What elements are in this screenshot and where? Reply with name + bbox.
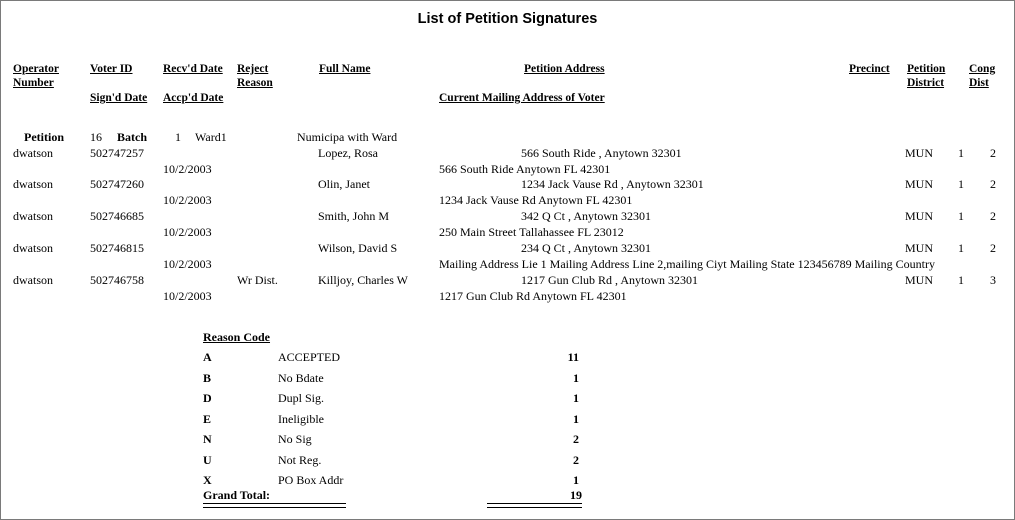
record-precinct: MUN <box>905 273 934 287</box>
record-petition-address: 1217 Gun Club Rd , Anytown 32301 <box>521 273 699 287</box>
record-operator: dwatson <box>13 273 53 287</box>
header-operator-line1: Operator <box>13 63 59 75</box>
reason-count: 2 <box>573 432 579 446</box>
grand-total-label: Grand Total: <box>203 488 271 502</box>
batch-label: Batch <box>117 130 147 144</box>
record-operator: dwatson <box>13 209 53 223</box>
header-current-mailing-address: Current Mailing Address of Voter <box>439 92 605 104</box>
record-petition-address: 1234 Jack Vause Rd , Anytown 32301 <box>521 177 704 191</box>
header-operator-number <box>13 62 59 90</box>
record-voter-id: 502746815 <box>90 241 144 255</box>
header-district-line1: Petition <box>907 63 946 75</box>
reason-label: Dupl Sig. <box>278 391 325 405</box>
record-date: 10/2/2003 <box>163 289 212 303</box>
record-district: 1 <box>958 241 964 255</box>
record-voter-id: 502746758 <box>90 273 144 287</box>
grand-total-underline-right <box>487 503 582 508</box>
grand-total-value: 19 <box>570 488 582 502</box>
header-district-line2: District <box>907 77 945 89</box>
record-cong-dist: 2 <box>990 146 996 160</box>
record-cong-dist: 2 <box>990 209 996 223</box>
record-district: 1 <box>958 177 964 191</box>
header-cong-dist <box>969 62 995 90</box>
batch-number: 1 <box>175 130 181 144</box>
reason-code: D <box>203 391 212 405</box>
reason-label: ACCEPTED <box>278 350 341 364</box>
record-operator: dwatson <box>13 146 53 160</box>
header-accpd-date: Accp'd Date <box>163 92 224 104</box>
record-precinct: MUN <box>905 241 934 255</box>
record-mailing-address: 1234 Jack Vause Rd Anytown FL 42301 <box>439 193 633 207</box>
record-date: 10/2/2003 <box>163 193 212 207</box>
reason-count: 11 <box>567 350 579 364</box>
header-voter-id: Voter ID <box>90 63 133 75</box>
reason-label: No Bdate <box>278 371 324 385</box>
header-operator-line2: Number <box>13 77 54 89</box>
header-cong-line1: Cong <box>969 63 996 75</box>
record-precinct: MUN <box>905 177 934 191</box>
header-reject-line2: Reason <box>237 77 273 89</box>
record-date: 10/2/2003 <box>163 257 212 271</box>
reason-code-heading: Reason Code <box>203 330 271 344</box>
record-cong-dist: 2 <box>990 177 996 191</box>
reason-code: N <box>203 432 212 446</box>
reason-code: E <box>203 412 212 426</box>
record-district: 1 <box>958 146 964 160</box>
header-petition-address: Petition Address <box>524 63 605 75</box>
record-operator: dwatson <box>13 177 53 191</box>
record-full-name: Lopez, Rosa <box>318 146 378 160</box>
reason-count: 2 <box>573 453 579 467</box>
reason-label: No Sig <box>278 432 312 446</box>
reason-count: 1 <box>573 391 579 405</box>
record-precinct: MUN <box>905 146 934 160</box>
record-district: 1 <box>958 273 964 287</box>
record-precinct: MUN <box>905 209 934 223</box>
record-mailing-address: Mailing Address Lie 1 Mailing Address Line 2,mailing Ciyt Mailing State 123456789 Mailing Country <box>439 257 935 271</box>
record-full-name: Olin, Janet <box>318 177 370 191</box>
record-cong-dist: 2 <box>990 241 996 255</box>
grand-total-underline-left <box>203 503 346 508</box>
record-mailing-address: 250 Main Street Tallahassee FL 23012 <box>439 225 624 239</box>
record-voter-id: 502746685 <box>90 209 144 223</box>
record-voter-id: 502747257 <box>90 146 144 160</box>
record-date: 10/2/2003 <box>163 225 212 239</box>
reason-code: A <box>203 350 212 364</box>
header-recvd-date: Recv'd Date <box>163 63 223 75</box>
reason-count: 1 <box>573 473 579 487</box>
ward-value: Ward1 <box>195 130 227 144</box>
reason-count: 1 <box>573 412 579 426</box>
petition-description: Numicipa with Ward <box>297 130 398 144</box>
header-reject-line1: Reject <box>237 63 269 75</box>
header-reject-reason <box>237 62 273 90</box>
record-cong-dist: 3 <box>990 273 996 287</box>
record-petition-address: 234 Q Ct , Anytown 32301 <box>521 241 652 255</box>
petition-number: 16 <box>90 130 102 144</box>
record-petition-address: 566 South Ride , Anytown 32301 <box>521 146 682 160</box>
reason-count: 1 <box>573 371 579 385</box>
reason-code: X <box>203 473 212 487</box>
record-operator: dwatson <box>13 241 53 255</box>
record-voter-id: 502747260 <box>90 177 144 191</box>
record-petition-address: 342 Q Ct , Anytown 32301 <box>521 209 652 223</box>
header-petition-district <box>907 62 945 90</box>
record-district: 1 <box>958 209 964 223</box>
record-full-name: Wilson, David S <box>318 241 398 255</box>
record-date: 10/2/2003 <box>163 162 212 176</box>
header-precinct: Precinct <box>849 63 890 75</box>
reason-code: B <box>203 371 212 385</box>
petition-label: Petition <box>24 130 64 144</box>
header-signd-date: Sign'd Date <box>90 92 148 104</box>
reason-label: Ineligible <box>278 412 324 426</box>
record-full-name: Killjoy, Charles W <box>318 273 408 287</box>
record-mailing-address: 1217 Gun Club Rd Anytown FL 42301 <box>439 289 627 303</box>
record-mailing-address: 566 South Ride Anytown FL 42301 <box>439 162 611 176</box>
reason-label: Not Reg. <box>278 453 322 467</box>
header-cong-line2: Dist <box>969 77 989 89</box>
reason-code: U <box>203 453 212 467</box>
record-reject-reason: Wr Dist. <box>237 273 278 287</box>
header-full-name: Full Name <box>319 63 371 75</box>
reason-label: PO Box Addr <box>278 473 344 487</box>
record-full-name: Smith, John M <box>318 209 390 223</box>
report-title: List of Petition Signatures <box>417 11 598 27</box>
